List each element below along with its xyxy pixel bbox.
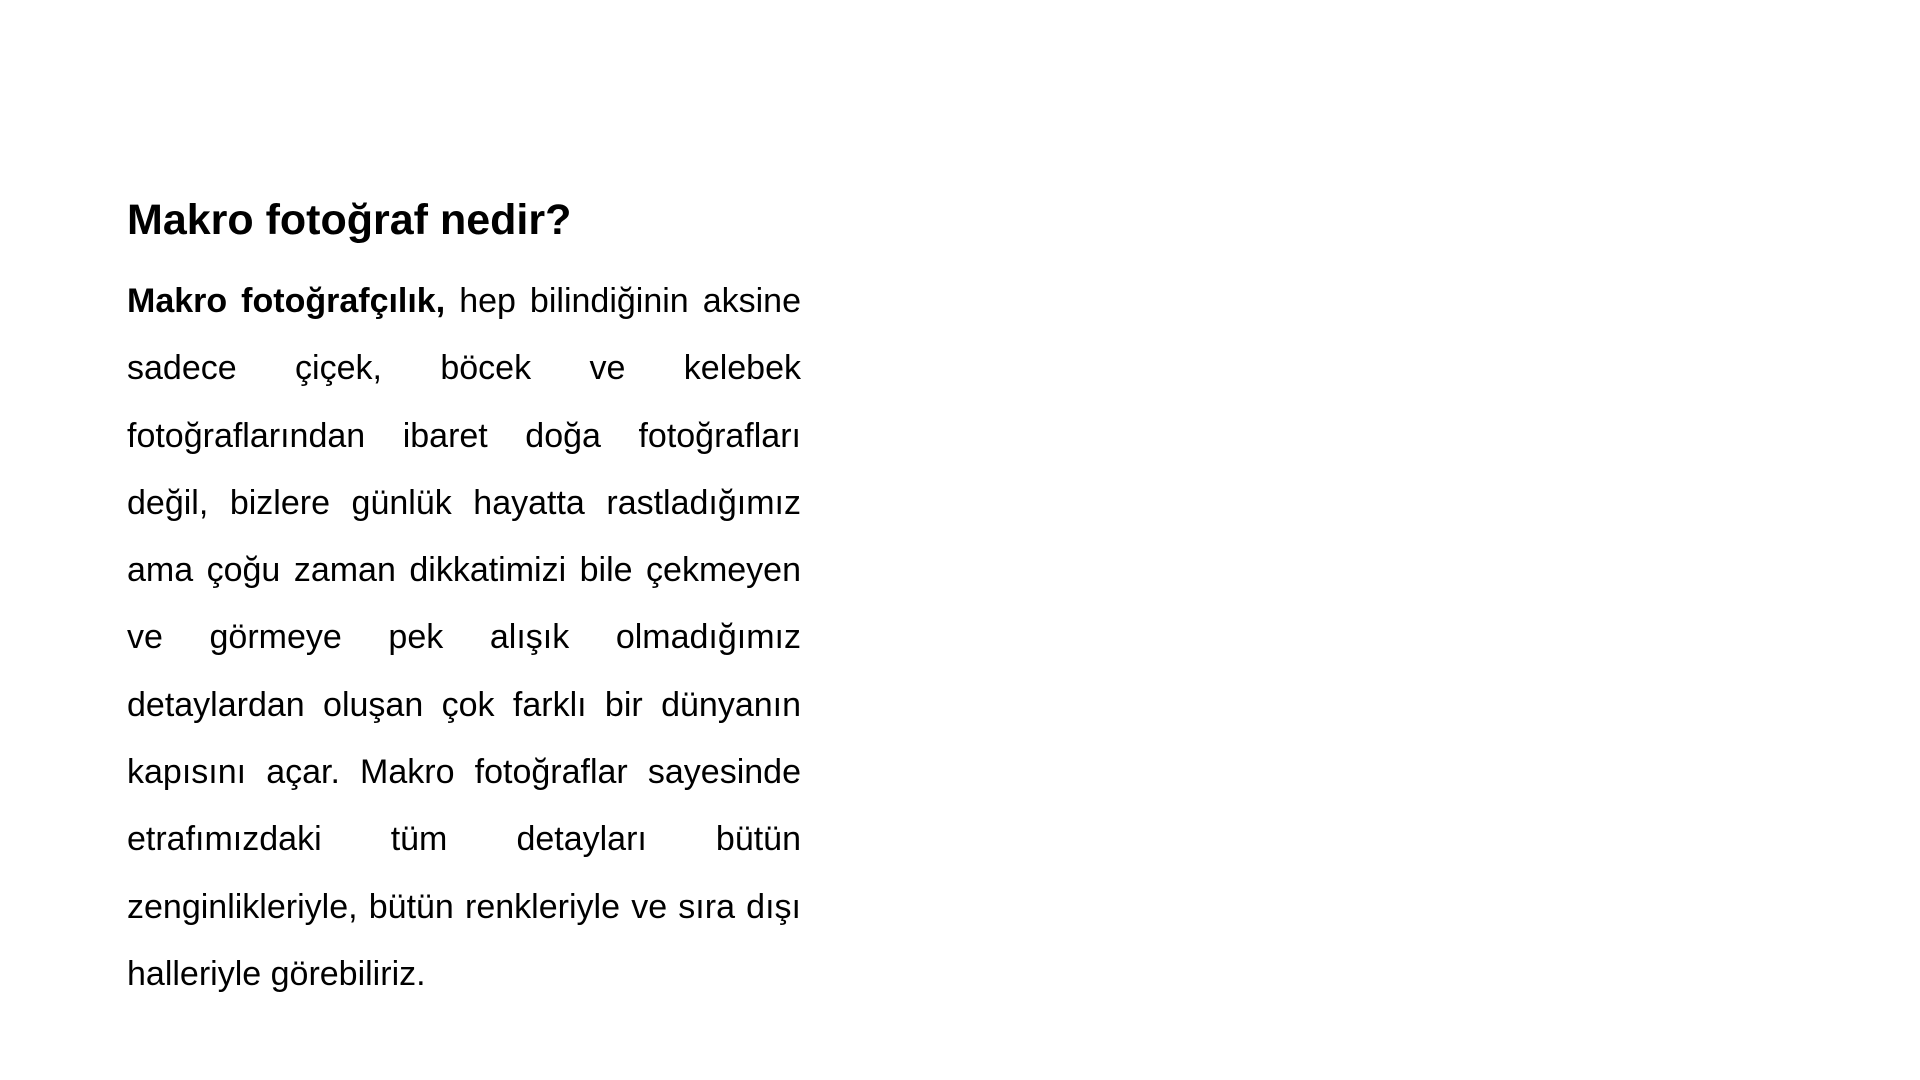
- body-paragraph: [127, 268, 801, 1008]
- page-heading: Makro fotoğraf nedir?: [127, 196, 572, 244]
- paragraph-lead-bold: Makro fotoğrafçılık,: [127, 282, 446, 320]
- paragraph-text: hep bilindiğinin aksine sadece çiçek, böcek ve kelebek fotoğraflarından ibaret doğa fotoğrafları değil, bizlere günlük hayatta rastladığımız ama çoğu zaman dikkatimizi bile çekmeyen ve görmeye pek alışık olmadığımız detaylardan oluşan çok farklı bir dünyanın kapısını açar. Makro fotoğraflar sayesinde etrafımızdaki tüm detayları bütün zenginlikleriyle, bütün renkleriyle ve sıra dışı halleriyle görebiliriz.: [127, 282, 801, 993]
